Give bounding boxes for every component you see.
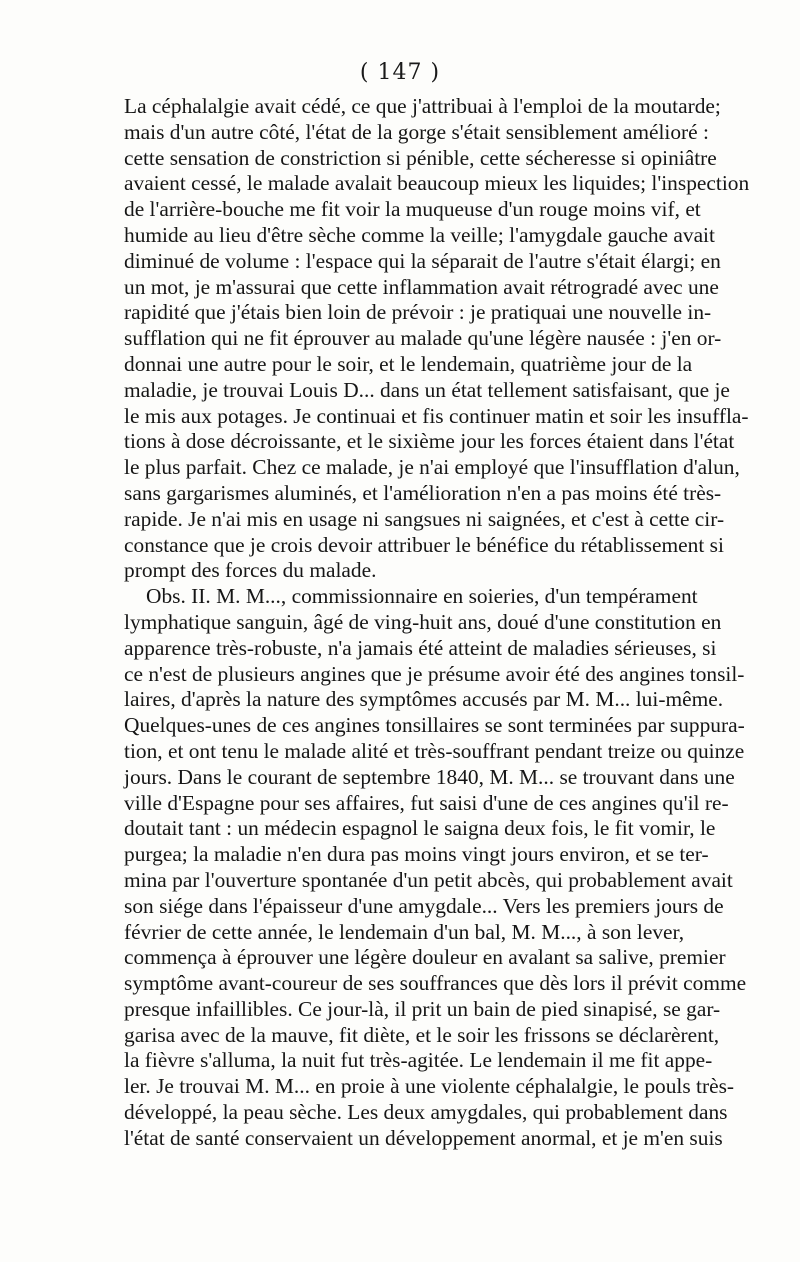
text-line: garisa avec de la mauve, fit diète, et le soir les frissons se déclarèrent, [124, 1022, 720, 1047]
text-line: rapidité que j'étais bien loin de prévoir : je pratiquai une nouvelle in- [124, 300, 712, 325]
text-line: sans gargarismes aluminés, et l'amélioration n'en a pas moins été très- [124, 480, 722, 505]
text-line: laires, d'après la nature des symptômes accusés par M. M... lui-même. [124, 687, 724, 712]
text-line: constance que je crois devoir attribuer le bénéfice du rétablissement si [124, 532, 724, 557]
text-line: mais d'un autre côté, l'état de la gorge s'était sensiblement amélioré : [124, 119, 709, 144]
text-line: février de cette année, le lendemain d'un bal, M. M..., à son lever, [124, 919, 685, 944]
text-line: jours. Dans le courant de septembre 1840, M. M... se trouvant dans une [124, 764, 735, 789]
text-line: cette sensation de constriction si pénible, cette sécheresse si opiniâtre [124, 145, 717, 170]
text-line: La céphalalgie avait cédé, ce que j'attribuai à l'emploi de la moutarde; [124, 94, 721, 118]
text-line: purgea; la maladie n'en dura pas moins vingt jours environ, et se ter- [124, 842, 709, 867]
text-line: sufflation qui ne fit éprouver au malade qu'une légère nausée : j'en or- [124, 326, 722, 351]
text-line: donnai une autre pour le soir, et le lendemain, quatrième jour de la [124, 351, 693, 376]
text-line: symptôme avant-coureur de ses souffrances que dès lors il prévit comme [124, 971, 747, 996]
body-text [124, 94, 750, 1152]
text-line: humide au lieu d'être sèche comme la veille; l'amygdale gauche avait [124, 222, 715, 247]
text-line: le mis aux potages. Je continuai et fis continuer matin et soir les insuffla- [124, 403, 749, 428]
text-line: rapide. Je n'ai mis en usage ni sangsues ni saignées, et c'est à cette cir- [124, 506, 725, 531]
text-line: commença à éprouver une légère douleur en avalant sa salive, premier [124, 945, 726, 970]
text-line: de l'arrière-bouche me fit voir la muqueuse d'un rouge moins vif, et [124, 197, 701, 222]
text-line: doutait tant : un médecin espagnol le saigna deux fois, le fit vomir, le [124, 816, 716, 841]
text-line: Quelques-unes de ces angines tonsillaires se sont terminées par suppura- [124, 713, 745, 738]
text-line: maladie, je trouvai Louis D... dans un état tellement satisfaisant, que je [124, 377, 730, 402]
text-line: l'état de santé conservaient un développement anormal, et je m'en suis [124, 1125, 723, 1150]
text-line: ville d'Espagne pour ses affaires, fut saisi d'une de ces angines qu'il re- [124, 790, 729, 815]
text-line: avaient cessé, le malade avalait beaucoup mieux les liquides; l'inspection [124, 171, 750, 196]
text-line: apparence très-robuste, n'a jamais été atteint de maladies sérieuses, si [124, 635, 717, 660]
text-line: tion, et ont tenu le malade alité et très-souffrant pendant treize ou quinze [124, 738, 745, 763]
text-line: diminué de volume : l'espace qui la séparait de l'autre s'était élargi; en [124, 248, 721, 273]
text-line: la fièvre s'alluma, la nuit fut très-agitée. Le lendemain il me fit appe- [124, 1048, 713, 1073]
observation-heading-line: Obs. II. M. M..., commissionnaire en soieries, d'un tempérament [146, 584, 698, 609]
text-line: ce n'est de plusieurs angines que je présume avoir été des angines tonsil- [124, 661, 745, 686]
text-line: presque infaillibles. Ce jour-là, il prit un bain de pied sinapisé, se gar- [124, 996, 721, 1021]
paragraph-end-line: prompt des forces du malade. [124, 558, 377, 583]
text-line: développé, la peau sèche. Les deux amygdales, qui probablement dans [124, 1100, 728, 1125]
text-line: mina par l'ouverture spontanée d'un petit abcès, qui probablement avait [124, 867, 733, 892]
text-line: ler. Je trouvai M. M... en proie à une violente céphalalgie, le pouls très- [124, 1074, 735, 1099]
text-line: tions à dose décroissante, et le sixième jour les forces étaient dans l'état [124, 429, 735, 454]
text-line: le plus parfait. Chez ce malade, je n'ai employé que l'insufflation d'alun, [124, 455, 740, 480]
text-line: lymphatique sanguin, âgé de ving-huit ans, doué d'une constitution en [124, 609, 722, 634]
page-number: ( 147 ) [359, 60, 441, 85]
text-line: son siége dans l'épaisseur d'une amygdale... Vers les premiers jours de [124, 893, 724, 918]
text-line: un mot, je m'assurai que cette inflammation avait rétrogradé avec une [124, 274, 719, 299]
